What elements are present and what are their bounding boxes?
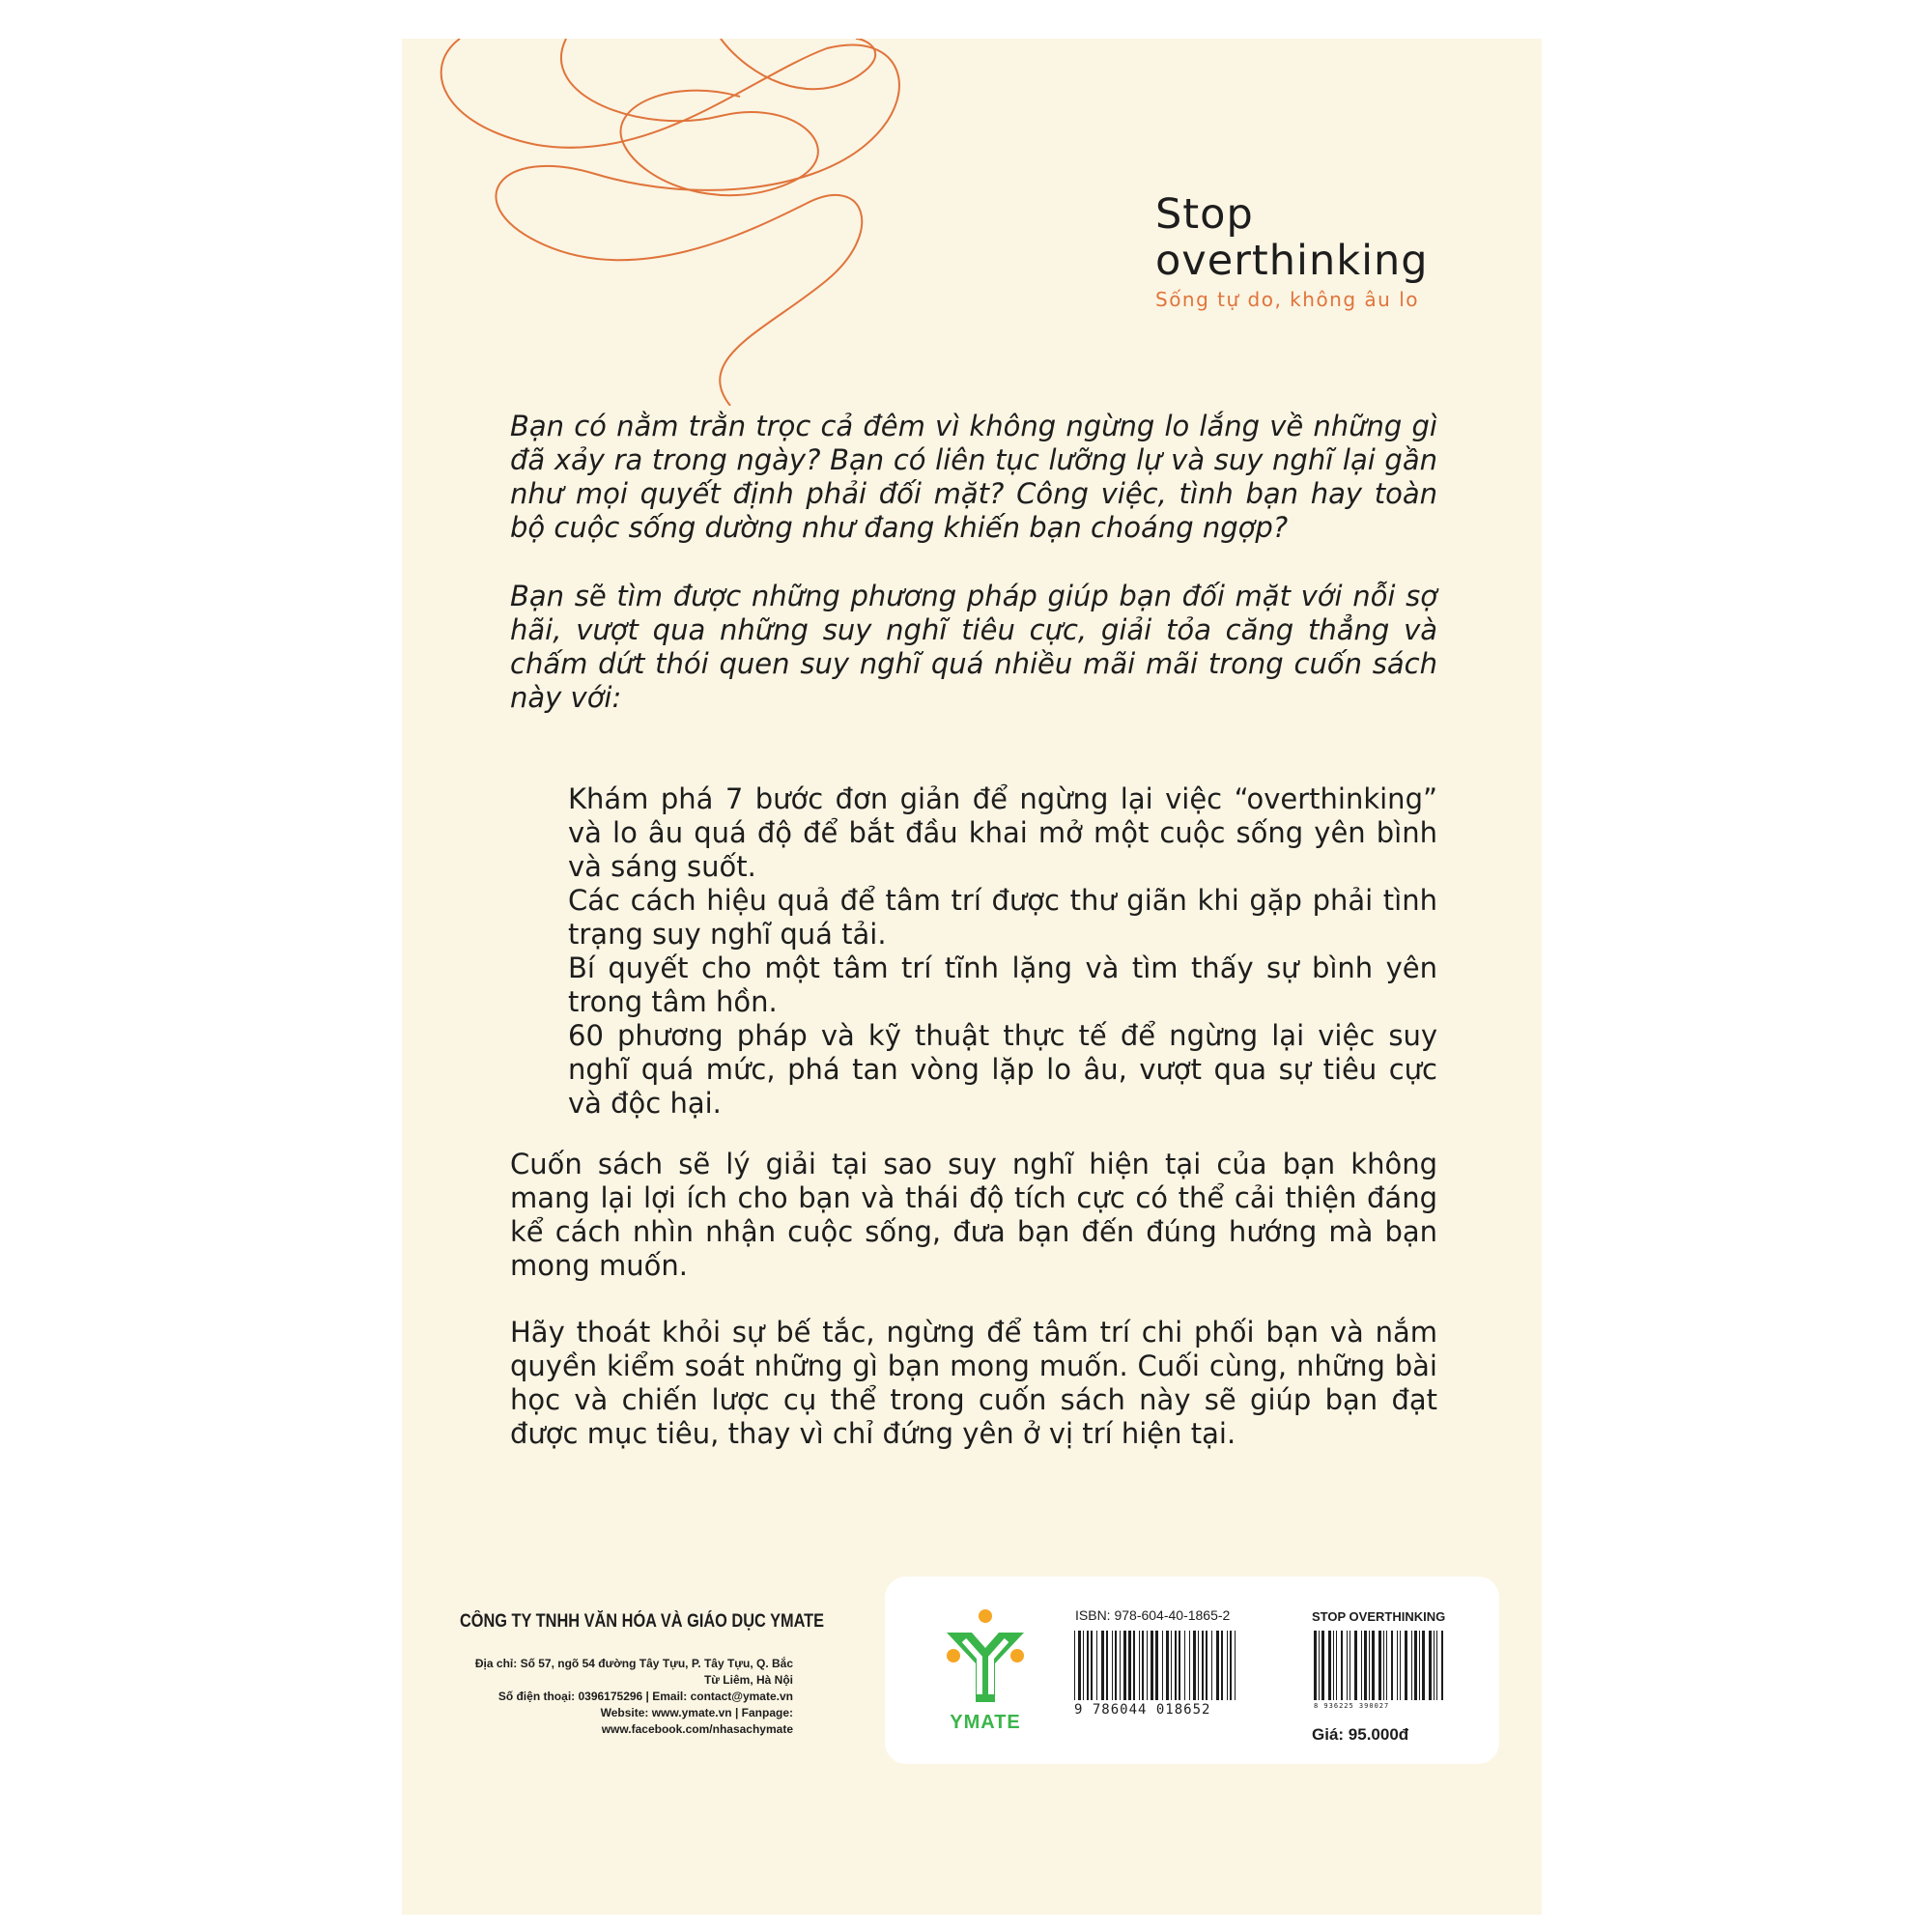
- barcode-bar: [1151, 1631, 1153, 1700]
- publisher-contact: [460, 1656, 793, 1738]
- intro-paragraph-1: Bạn có nằm trằn trọc cả đêm vì không ngừng lo lắng về những gì đã xảy ra trong ngày? Bạn có liên tục lưỡng lự và suy nghĩ lại gần như mọi quyết định phải đối mặt? Công việc, tình bạn hay toàn bộ cuộc sống dường như đang khiến bạn choáng ngợp?: [510, 410, 1437, 544]
- barcode-bar: [1083, 1631, 1084, 1700]
- barcode-bar: [1175, 1631, 1177, 1700]
- barcode-bar: [1347, 1631, 1348, 1700]
- barcode-bar: [1171, 1631, 1172, 1700]
- barcode-bar: [1198, 1631, 1199, 1700]
- benefit-list: [568, 782, 1437, 1121]
- list-item: Các cách hiệu quả để tâm trí được thư giãn khi gặp phải tình trạng suy nghĩ quá tải.: [568, 884, 1437, 951]
- barcode-bar: [1333, 1631, 1334, 1700]
- barcode-bar: [1221, 1631, 1223, 1700]
- barcode-panel: [885, 1577, 1499, 1764]
- barcode-bar: [1155, 1631, 1158, 1700]
- book-title-line-2: overthinking: [1155, 237, 1429, 285]
- isbn-label: ISBN: 978-604-40-1865-2: [1075, 1607, 1231, 1623]
- barcode-bar: [1405, 1631, 1407, 1700]
- barcode-bar: [1235, 1631, 1236, 1700]
- list-item: Khám phá 7 bước đơn giản để ngừng lại việc “overthinking” và lo âu quá độ để bắt đầu khai mở một cuộc sống yên bình và sáng suốt.: [568, 782, 1437, 883]
- barcode-bar: [1133, 1631, 1135, 1700]
- barcode-bar: [1184, 1631, 1185, 1700]
- isbn-digits: 9 786044 018652: [1074, 1702, 1211, 1718]
- barcode-bar: [1123, 1631, 1126, 1700]
- ymate-logo-icon: [937, 1607, 1034, 1710]
- barcode-bar: [1436, 1631, 1437, 1700]
- barcode-bar: [1227, 1631, 1228, 1700]
- barcode-bar: [1179, 1631, 1180, 1700]
- barcode-bar: [1372, 1631, 1375, 1700]
- product-barcode-digits: 8 936225 390027: [1314, 1702, 1390, 1710]
- barcode-bar: [1120, 1631, 1121, 1700]
- barcode-bar: [1087, 1631, 1089, 1700]
- barcode-bar: [1434, 1631, 1435, 1700]
- barcode-bar: [1112, 1631, 1113, 1700]
- barcode-bar: [1361, 1631, 1362, 1700]
- barcode-bar: [1429, 1631, 1432, 1700]
- intro-paragraph-2: Bạn sẽ tìm được những phương pháp giúp bạn đối mặt với nỗi sợ hãi, vượt qua những suy nghĩ tiêu cực, giải tỏa căng thẳng và chấm dứt thói quen suy nghĩ quá nhiều mãi mãi trong cuốn sách này với:: [510, 580, 1437, 714]
- closing-paragraph-2: Hãy thoát khỏi sự bế tắc, ngừng để tâm trí chi phối bạn và nắm quyền kiểm soát những gì bạn mong muốn. Cuối cùng, những bài học và chiến lược cụ thể trong cuốn sách này sẽ giúp bạn đạt được mục tiêu, thay vì chỉ đứng yên ở vị trí hiện tại.: [510, 1316, 1437, 1450]
- barcode-bar: [1193, 1631, 1196, 1700]
- price-label: Giá: 95.000đ: [1312, 1725, 1409, 1744]
- barcode-bar: [1411, 1631, 1412, 1700]
- barcode-bar: [1091, 1631, 1093, 1700]
- barcode-bar: [1321, 1631, 1324, 1700]
- barcode-bar: [1147, 1631, 1148, 1700]
- barcode-bar: [1211, 1631, 1212, 1700]
- barcode-bar: [1206, 1631, 1208, 1700]
- title-block: [1155, 191, 1429, 311]
- barcode-bar: [1336, 1631, 1337, 1700]
- barcode-bar: [1106, 1631, 1108, 1700]
- barcode-bar: [1391, 1631, 1393, 1700]
- barcode-bar: [1364, 1631, 1367, 1700]
- publisher-name: CÔNG TY TNHH VĂN HÓA VÀ GIÁO DỤC YMATE: [460, 1611, 825, 1632]
- barcode-bar: [1139, 1631, 1140, 1700]
- barcode-bar: [1378, 1631, 1381, 1700]
- list-item: Bí quyết cho một tâm trí tĩnh lặng và tìm thấy sự bình yên trong tâm hồn.: [568, 952, 1437, 1018]
- book-subtitle: Sống tự do, không âu lo: [1155, 288, 1419, 311]
- barcode-bar: [1419, 1631, 1420, 1700]
- barcode-bar: [1128, 1631, 1131, 1700]
- barcode-bar: [1314, 1631, 1317, 1700]
- barcode-bar: [1441, 1631, 1443, 1700]
- barcode-bar: [1115, 1631, 1117, 1700]
- ymate-logo: [937, 1607, 1034, 1743]
- ymate-logo-text: YMATE: [950, 1712, 1021, 1733]
- barcode-bar: [1189, 1631, 1190, 1700]
- barcode-bar: [1142, 1631, 1144, 1700]
- barcode-bar: [1162, 1631, 1163, 1700]
- publisher-website: Website: www.ymate.vn | Fanpage: www.facebook.com/nhasachymate: [600, 1706, 793, 1736]
- barcode-bar: [1328, 1631, 1331, 1700]
- barcode-bar: [1319, 1631, 1320, 1700]
- book-back-cover: [402, 39, 1542, 1915]
- list-item: 60 phương pháp và kỹ thuật thực tế để ngừng lại việc suy nghĩ quá mức, phá tan vòng lặp lo âu, vượt qua sự tiêu cực và độc hại.: [568, 1019, 1437, 1120]
- barcode-bar: [1414, 1631, 1417, 1700]
- barcode-bar: [1166, 1631, 1169, 1700]
- product-barcode: [1314, 1631, 1449, 1700]
- barcode-bar: [1341, 1631, 1343, 1700]
- publisher-info: [460, 1611, 825, 1738]
- barcode-bar: [1400, 1631, 1401, 1700]
- barcode-bar: [1078, 1631, 1081, 1700]
- barcode-bar: [1369, 1631, 1370, 1700]
- barcode-bar: [1230, 1631, 1232, 1700]
- barcode-bar: [1202, 1631, 1204, 1700]
- barcode-bar: [1216, 1631, 1219, 1700]
- scribble-line-decoration: [402, 39, 943, 406]
- publisher-address: Địa chỉ: Số 57, ngõ 54 đường Tây Tựu, P. Tây Tựu, Q. Bắc Từ Liêm, Hà Nội: [474, 1657, 793, 1687]
- barcode-bar: [1096, 1631, 1097, 1700]
- barcode-bar: [1397, 1631, 1398, 1700]
- barcode-bar: [1101, 1631, 1104, 1700]
- barcode-bar: [1074, 1631, 1075, 1700]
- barcode-bar: [1354, 1631, 1357, 1700]
- closing-paragraph-1: Cuốn sách sẽ lý giải tại sao suy nghĩ hiện tại của bạn không mang lại lợi ích cho bạn và thái độ tích cực có thể cải thiện đáng kể cách nhìn nhận cuộc sống, đưa bạn đến đúng hướng mà bạn mong muốn.: [510, 1148, 1437, 1282]
- book-title-line-1: Stop: [1155, 190, 1254, 239]
- isbn-barcode: [1074, 1631, 1238, 1700]
- barcode-bar: [1422, 1631, 1425, 1700]
- publisher-phone-email: Số điện thoại: 0396175296 | Email: contact@ymate.vn: [497, 1690, 793, 1703]
- book-code-label: STOP OVERTHINKING: [1312, 1609, 1446, 1624]
- barcode-bar: [1383, 1631, 1384, 1700]
- barcode-bar: [1386, 1631, 1387, 1700]
